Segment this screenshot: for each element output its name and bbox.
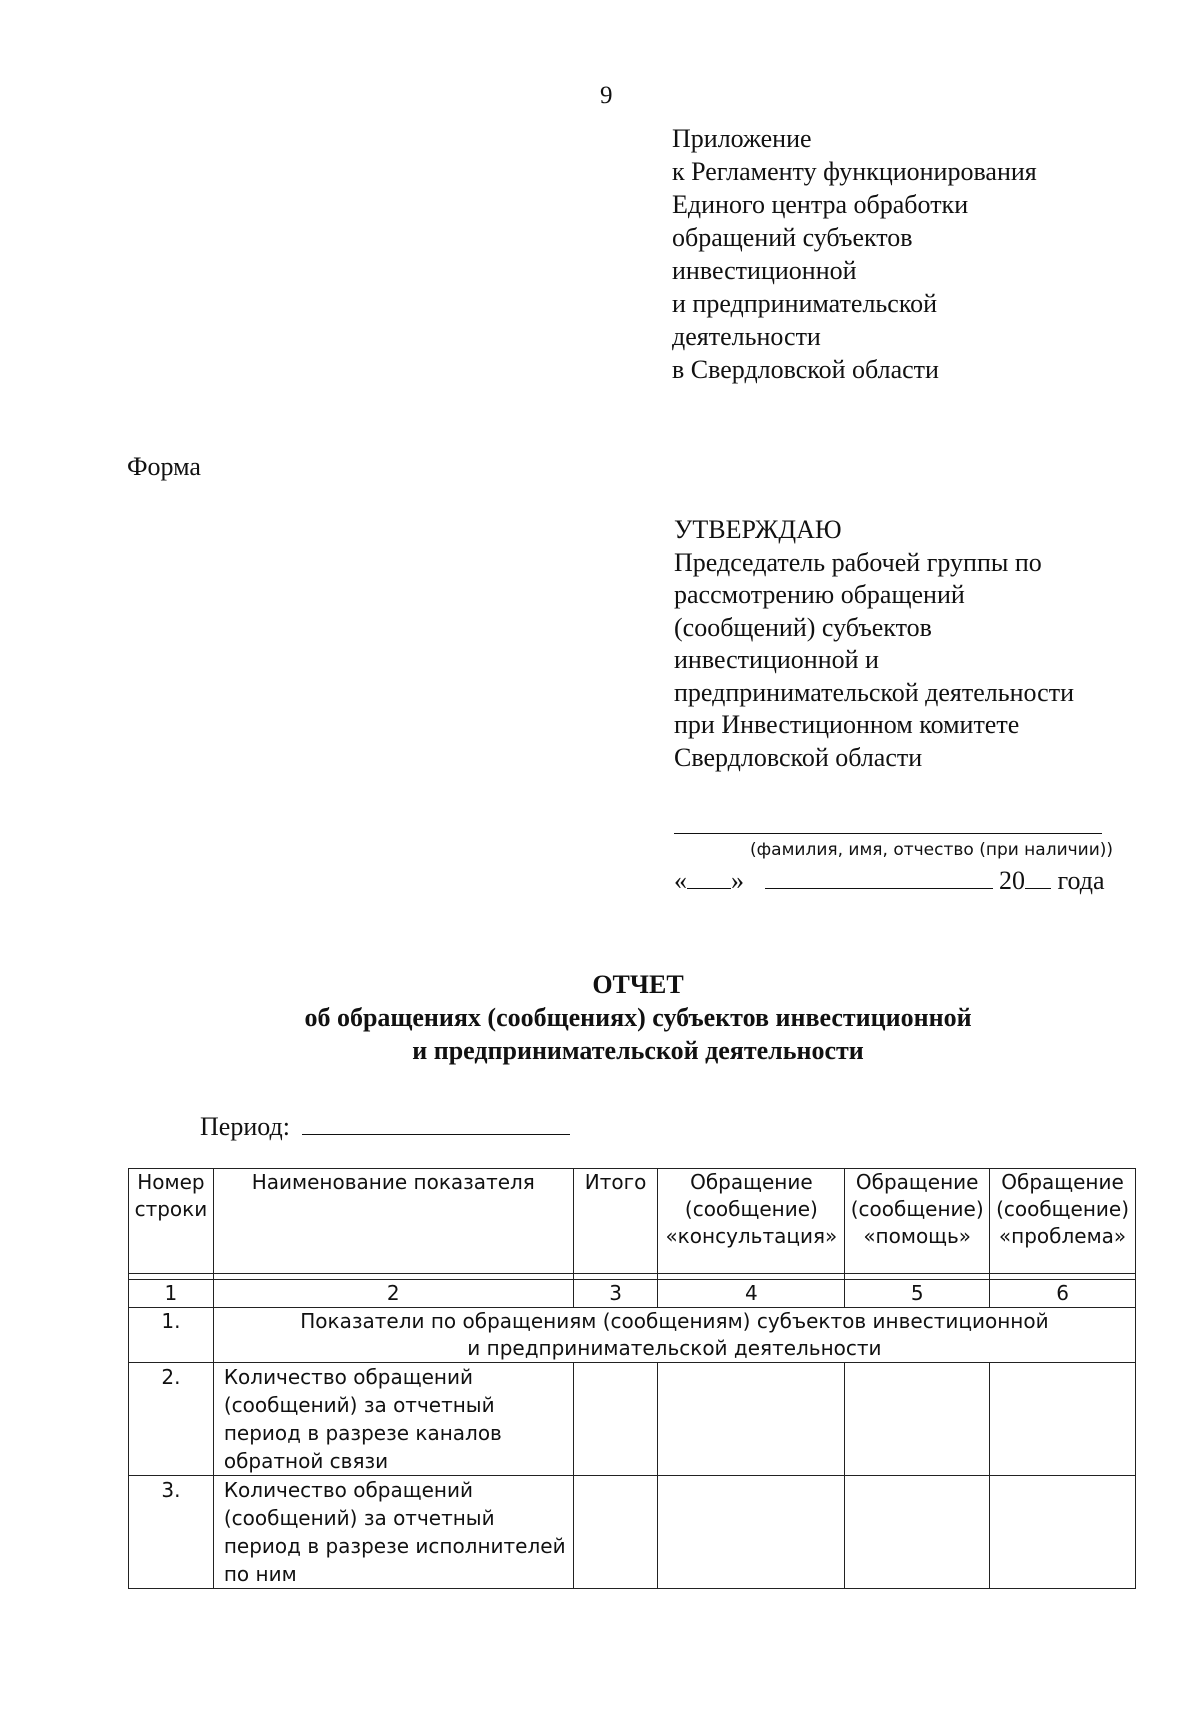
header-text: (сообщение): [684, 1197, 818, 1221]
column-number: 3: [573, 1280, 658, 1308]
appendix-block: [672, 122, 1037, 386]
indicator-line: (сообщений) за отчетный: [223, 1506, 495, 1530]
appendix-line: Приложение: [672, 124, 812, 153]
column-number: 1: [129, 1280, 214, 1308]
period-label: Период:: [200, 1112, 290, 1141]
appendix-line: к Регламенту функционирования: [672, 157, 1037, 186]
consultation-cell[interactable]: [658, 1363, 845, 1476]
table-row: [129, 1363, 1136, 1476]
year-prefix: 20: [999, 866, 1025, 895]
approval-heading: УТВЕРЖДАЮ: [674, 515, 842, 544]
approval-line: инвестиционной и: [674, 645, 879, 674]
approval-line: Председатель рабочей группы по: [674, 547, 1042, 577]
day-blank[interactable]: [687, 866, 731, 889]
indicator-line: (сообщений) за отчетный: [223, 1393, 495, 1417]
indicator-line: период в разрезе исполнителей: [223, 1534, 566, 1558]
report-table: [128, 1168, 1136, 1589]
page-number: 9: [600, 82, 613, 109]
table-row: [129, 1476, 1136, 1589]
help-cell[interactable]: [845, 1363, 990, 1476]
header-text: «консультация»: [665, 1224, 838, 1248]
approval-line: предпринимательской деятельности: [674, 677, 1074, 707]
indicator-line: период в разрезе каналов: [223, 1421, 502, 1445]
year-suffix: года: [1057, 866, 1105, 895]
section-row: [129, 1308, 1136, 1363]
approval-line: Свердловской области: [674, 742, 923, 772]
header-text: (сообщение): [850, 1197, 984, 1221]
report-title-block: [0, 968, 1200, 1067]
appendix-line: инвестиционной: [672, 256, 857, 285]
date-open-quote: «: [674, 866, 687, 895]
indicator-line: Количество обращений: [223, 1365, 473, 1389]
header-text: «проблема»: [998, 1224, 1127, 1248]
header-cell: [658, 1169, 845, 1274]
row-number: 1.: [129, 1308, 214, 1363]
total-cell[interactable]: [573, 1363, 658, 1476]
report-title: ОТЧЕТ: [592, 970, 684, 999]
signature-caption: (фамилия, имя, отчество (при наличии)): [750, 840, 1114, 860]
approval-line: (сообщений) субъектов: [674, 612, 932, 642]
column-number: 4: [658, 1280, 845, 1308]
table-header-row: [129, 1169, 1136, 1274]
row-number: 3.: [129, 1476, 214, 1589]
approval-block: [674, 514, 1074, 774]
indicator-line: Количество обращений: [223, 1478, 473, 1502]
period-blank[interactable]: [302, 1112, 570, 1135]
header-text: Обращение: [1001, 1170, 1124, 1194]
header-cell: [990, 1169, 1136, 1274]
indicator-name: [213, 1476, 573, 1589]
appendix-line: обращений субъектов: [672, 223, 913, 252]
header-cell: [129, 1169, 214, 1274]
appendix-line: в Свердловской области: [672, 355, 939, 384]
header-cell: [573, 1169, 658, 1274]
header-text: Номер: [137, 1170, 205, 1194]
header-text: Обращение: [855, 1170, 979, 1194]
header-text: (сообщение): [996, 1197, 1130, 1221]
approval-date-line: [674, 866, 1105, 896]
header-cell: [845, 1169, 990, 1274]
report-subtitle-line: и предпринимательской деятельности: [412, 1036, 864, 1065]
signature-line[interactable]: [674, 833, 1102, 834]
approval-line: рассмотрению обращений: [674, 580, 965, 609]
column-number: 5: [845, 1280, 990, 1308]
help-cell[interactable]: [845, 1476, 990, 1589]
header-cell: [213, 1169, 573, 1274]
approval-line: при Инвестиционном комитете: [674, 710, 1020, 739]
report-subtitle-line: об обращениях (сообщениях) субъектов инвестиционной: [304, 1003, 972, 1032]
header-text: «помощь»: [863, 1224, 972, 1248]
header-text: строки: [134, 1197, 208, 1221]
section-title: [213, 1308, 1135, 1363]
header-text: Обращение: [690, 1170, 813, 1194]
indicator-line: обратной связи: [223, 1449, 389, 1473]
problem-cell[interactable]: [990, 1476, 1136, 1589]
problem-cell[interactable]: [990, 1363, 1136, 1476]
total-cell[interactable]: [573, 1476, 658, 1589]
period-line: [200, 1112, 570, 1142]
column-number-row: [129, 1280, 1136, 1308]
appendix-line: деятельности: [672, 322, 821, 351]
form-label: Форма: [127, 452, 201, 481]
section-title-line: и предпринимательской деятельности: [467, 1336, 882, 1360]
column-number: 6: [990, 1280, 1136, 1308]
consultation-cell[interactable]: [658, 1476, 845, 1589]
year-blank[interactable]: [1025, 866, 1051, 889]
column-number: 2: [213, 1280, 573, 1308]
month-blank[interactable]: [765, 866, 993, 889]
header-text: Итого: [584, 1170, 647, 1194]
section-title-line: Показатели по обращениям (сообщениям) субъектов инвестиционной: [300, 1309, 1049, 1333]
indicator-line: по ним: [223, 1562, 297, 1586]
indicator-name: [213, 1363, 573, 1476]
header-text: Наименование показателя: [251, 1170, 535, 1194]
row-number: 2.: [129, 1363, 214, 1476]
appendix-line: Единого центра обработки: [672, 190, 969, 219]
date-close-quote: »: [731, 866, 744, 895]
appendix-line: и предпринимательской: [672, 289, 938, 318]
